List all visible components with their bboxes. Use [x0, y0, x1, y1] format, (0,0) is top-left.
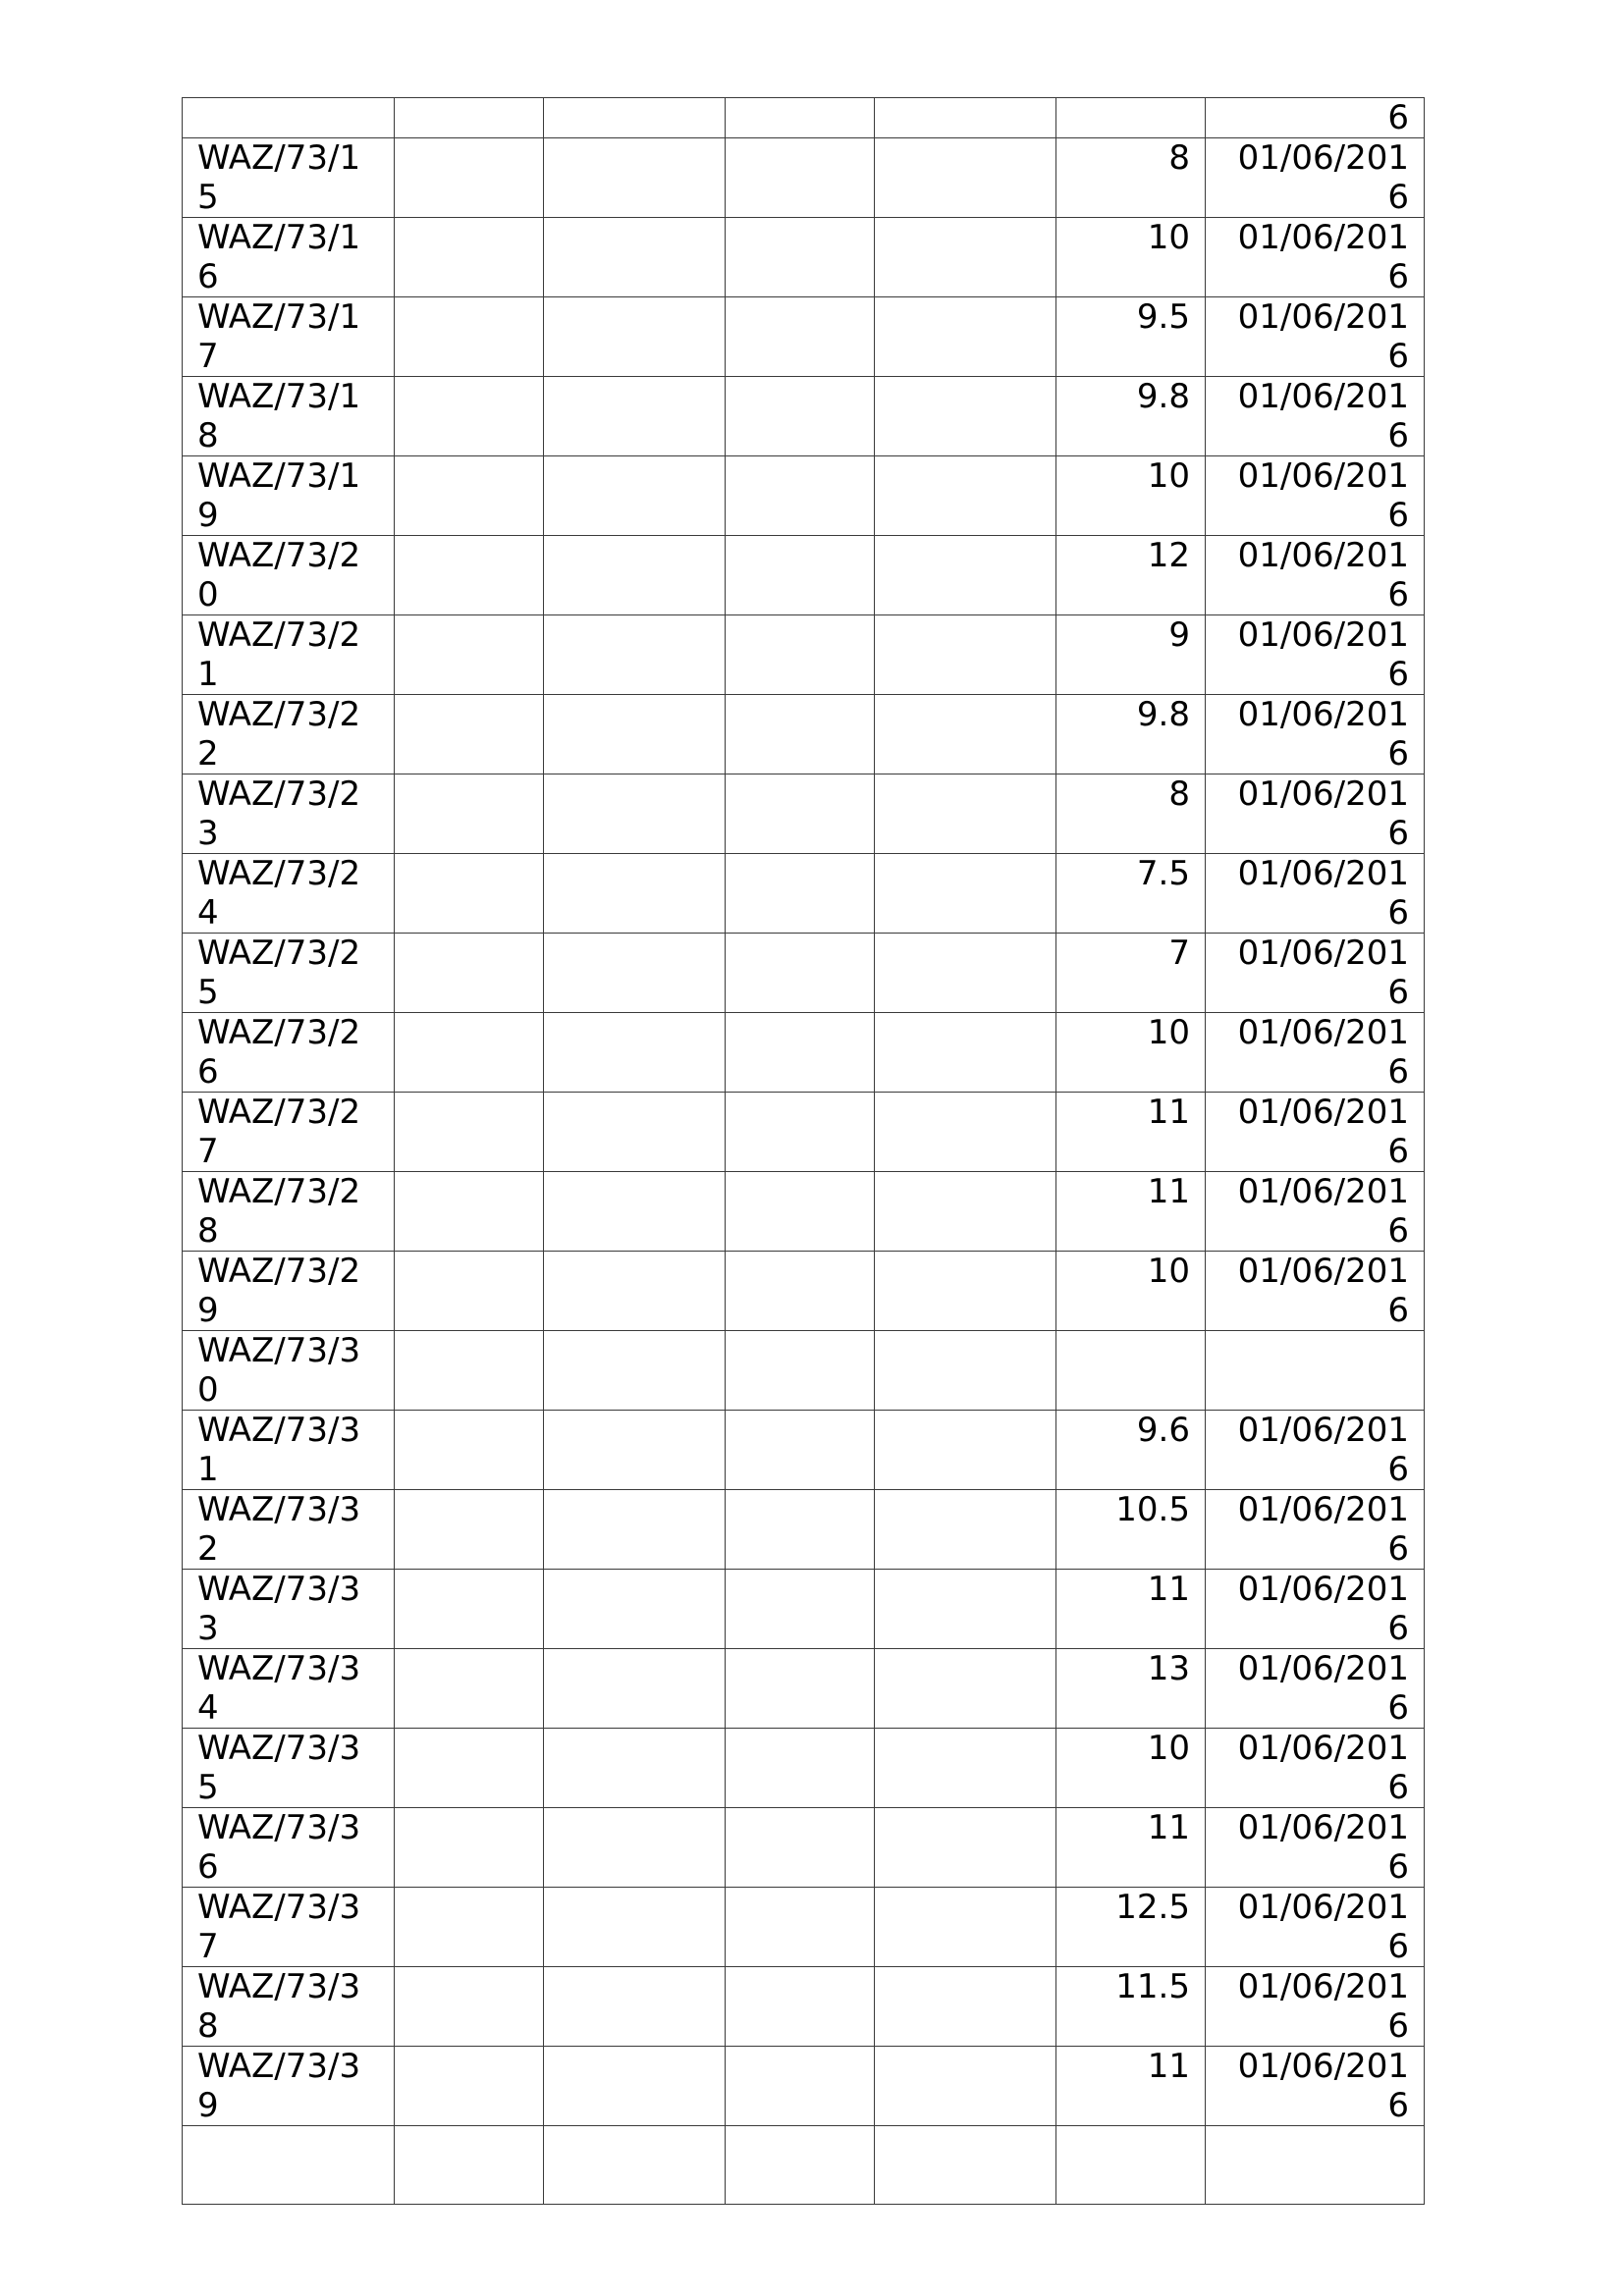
date-cell: 01/06/2016	[1206, 854, 1425, 934]
table-cell	[395, 615, 544, 695]
value-cell: 9.8	[1056, 377, 1206, 456]
table-cell	[395, 1411, 544, 1490]
value-cell: 11	[1056, 2047, 1206, 2126]
table-cell	[395, 2047, 544, 2126]
table-cell	[395, 1252, 544, 1331]
table-cell	[726, 1649, 875, 1729]
value-cell: 9.8	[1056, 695, 1206, 774]
table-cell	[395, 934, 544, 1013]
table-cell	[395, 1013, 544, 1093]
table-row	[183, 1967, 1425, 2047]
value-cell: 10	[1056, 218, 1206, 297]
date-cell: 01/06/2016	[1206, 934, 1425, 1013]
table-cell	[726, 1252, 875, 1331]
table-cell	[875, 695, 1056, 774]
table-cell	[726, 615, 875, 695]
table-cell	[875, 1967, 1056, 2047]
table-cell	[544, 1172, 726, 1252]
table-cell	[395, 1808, 544, 1888]
date-cell: 01/06/2016	[1206, 1888, 1425, 1967]
sample-id-cell: WAZ/73/19	[183, 456, 395, 536]
table-cell	[875, 1331, 1056, 1411]
table-row	[183, 1252, 1425, 1331]
date-cell: 01/06/2016	[1206, 1808, 1425, 1888]
value-cell: 8	[1056, 138, 1206, 218]
sample-id-cell: WAZ/73/34	[183, 1649, 395, 1729]
date-cell: 01/06/2016	[1206, 774, 1425, 854]
table-cell	[544, 2047, 726, 2126]
table-cell	[544, 138, 726, 218]
table-cell	[544, 1411, 726, 1490]
table-cell	[875, 1172, 1056, 1252]
sample-id-cell	[183, 2126, 395, 2205]
table-body	[183, 98, 1425, 2205]
sample-id-cell: WAZ/73/15	[183, 138, 395, 218]
table-cell	[395, 1967, 544, 2047]
date-cell: 01/06/2016	[1206, 218, 1425, 297]
value-cell: 10	[1056, 456, 1206, 536]
table-row-continued	[183, 98, 1425, 138]
table-cell	[726, 1172, 875, 1252]
table-cell	[544, 934, 726, 1013]
table-cell	[395, 98, 544, 138]
table-cell	[544, 1331, 726, 1411]
table-cell	[726, 1093, 875, 1172]
table-cell	[875, 456, 1056, 536]
date-cell: 01/06/2016	[1206, 297, 1425, 377]
table-row	[183, 1570, 1425, 1649]
table-row	[183, 1093, 1425, 1172]
value-cell: 10	[1056, 1013, 1206, 1093]
table-cell	[875, 2047, 1056, 2126]
table-cell	[395, 1490, 544, 1570]
value-cell: 9	[1056, 615, 1206, 695]
date-cell: 01/06/2016	[1206, 1570, 1425, 1649]
table-cell	[395, 1172, 544, 1252]
table-cell	[395, 536, 544, 615]
table-cell	[726, 1570, 875, 1649]
table-cell	[726, 1808, 875, 1888]
sample-id-cell: WAZ/73/32	[183, 1490, 395, 1570]
date-cell: 01/06/2016	[1206, 138, 1425, 218]
table-cell	[544, 456, 726, 536]
value-cell: 12	[1056, 536, 1206, 615]
table-cell	[726, 1013, 875, 1093]
table-cell	[544, 1490, 726, 1570]
date-cell: 01/06/2016	[1206, 615, 1425, 695]
table-cell	[395, 1093, 544, 1172]
table-cell	[726, 138, 875, 218]
sample-id-cell: WAZ/73/18	[183, 377, 395, 456]
table-row	[183, 2126, 1425, 2205]
date-cell: 01/06/2016	[1206, 695, 1425, 774]
table-cell	[395, 456, 544, 536]
table-cell	[875, 218, 1056, 297]
table-cell	[726, 218, 875, 297]
table-cell	[726, 1411, 875, 1490]
table-cell	[875, 934, 1056, 1013]
value-cell: 11	[1056, 1808, 1206, 1888]
table-cell	[726, 2126, 875, 2205]
date-cell: 01/06/2016	[1206, 1411, 1425, 1490]
value-cell: 9.6	[1056, 1411, 1206, 1490]
table-cell	[395, 1570, 544, 1649]
table-cell	[183, 98, 395, 138]
table-cell	[544, 1729, 726, 1808]
value-cell: 10.5	[1056, 1490, 1206, 1570]
table-cell	[544, 1967, 726, 2047]
date-cell: 01/06/2016	[1206, 1729, 1425, 1808]
table-cell	[875, 1570, 1056, 1649]
table-cell	[726, 1729, 875, 1808]
table-cell	[395, 1331, 544, 1411]
sample-id-cell: WAZ/73/28	[183, 1172, 395, 1252]
date-cell: 01/06/2016	[1206, 2047, 1425, 2126]
table-cell	[544, 218, 726, 297]
table-cell	[875, 1808, 1056, 1888]
table-row	[183, 1411, 1425, 1490]
table-cell	[875, 774, 1056, 854]
table-row	[183, 218, 1425, 297]
date-cell: 01/06/2016	[1206, 456, 1425, 536]
table-cell	[544, 1093, 726, 1172]
sample-id-cell: WAZ/73/35	[183, 1729, 395, 1808]
table-cell	[544, 1888, 726, 1967]
table-cell	[875, 138, 1056, 218]
table-cell	[726, 1888, 875, 1967]
data-table	[182, 97, 1425, 2205]
table-row	[183, 854, 1425, 934]
table-cell	[395, 774, 544, 854]
date-cell: 01/06/2016	[1206, 1967, 1425, 2047]
sample-id-cell: WAZ/73/17	[183, 297, 395, 377]
date-cell: 01/06/2016	[1206, 1013, 1425, 1093]
table-cell	[875, 1093, 1056, 1172]
value-cell: 13	[1056, 1649, 1206, 1729]
table-cell	[395, 1888, 544, 1967]
value-cell: 11	[1056, 1570, 1206, 1649]
table-row	[183, 695, 1425, 774]
table-cell	[544, 1013, 726, 1093]
table-row	[183, 1649, 1425, 1729]
value-cell: 7.5	[1056, 854, 1206, 934]
table-cell	[726, 297, 875, 377]
sample-id-cell: WAZ/73/38	[183, 1967, 395, 2047]
table-cell	[544, 854, 726, 934]
table-cell	[544, 1252, 726, 1331]
table-row	[183, 774, 1425, 854]
table-cell	[726, 1967, 875, 2047]
table-row	[183, 456, 1425, 536]
table-row	[183, 297, 1425, 377]
table-cell	[395, 297, 544, 377]
table-cell	[395, 218, 544, 297]
value-cell: 10	[1056, 1729, 1206, 1808]
table-cell	[875, 377, 1056, 456]
table-row	[183, 1729, 1425, 1808]
table-cell	[875, 297, 1056, 377]
value-cell: 12.5	[1056, 1888, 1206, 1967]
sample-id-cell: WAZ/73/23	[183, 774, 395, 854]
date-cell-fragment: 6	[1206, 98, 1425, 138]
table-cell	[544, 774, 726, 854]
table-cell	[726, 774, 875, 854]
table-row	[183, 1808, 1425, 1888]
table-cell	[875, 1729, 1056, 1808]
value-cell	[1056, 2126, 1206, 2205]
table-cell	[544, 615, 726, 695]
table-cell	[875, 1888, 1056, 1967]
sample-id-cell: WAZ/73/22	[183, 695, 395, 774]
date-cell: 01/06/2016	[1206, 1490, 1425, 1570]
sample-id-cell: WAZ/73/16	[183, 218, 395, 297]
date-cell	[1206, 2126, 1425, 2205]
sample-id-cell: WAZ/73/24	[183, 854, 395, 934]
table-row	[183, 377, 1425, 456]
date-cell: 01/06/2016	[1206, 1252, 1425, 1331]
table-row	[183, 1172, 1425, 1252]
table-cell	[726, 456, 875, 536]
table-cell	[875, 1411, 1056, 1490]
value-cell: 8	[1056, 774, 1206, 854]
table-row	[183, 1490, 1425, 1570]
sample-id-cell: WAZ/73/27	[183, 1093, 395, 1172]
table-cell	[544, 536, 726, 615]
sample-id-cell: WAZ/73/21	[183, 615, 395, 695]
table-cell	[544, 2126, 726, 2205]
table-cell	[726, 1490, 875, 1570]
table-cell	[395, 854, 544, 934]
table-cell	[395, 377, 544, 456]
sample-id-cell: WAZ/73/33	[183, 1570, 395, 1649]
table-cell	[395, 2126, 544, 2205]
table-cell	[395, 1649, 544, 1729]
sample-id-cell: WAZ/73/29	[183, 1252, 395, 1331]
table-cell	[875, 854, 1056, 934]
sample-id-cell: WAZ/73/25	[183, 934, 395, 1013]
table-row	[183, 138, 1425, 218]
table-cell	[875, 1490, 1056, 1570]
value-cell: 11	[1056, 1093, 1206, 1172]
sample-id-cell: WAZ/73/39	[183, 2047, 395, 2126]
date-cell: 01/06/2016	[1206, 536, 1425, 615]
table-row	[183, 536, 1425, 615]
table-cell	[875, 536, 1056, 615]
table-cell	[875, 98, 1056, 138]
table-cell	[726, 2047, 875, 2126]
table-cell	[395, 695, 544, 774]
table-row	[183, 934, 1425, 1013]
sample-id-cell: WAZ/73/36	[183, 1808, 395, 1888]
table-cell	[726, 695, 875, 774]
date-cell: 01/06/2016	[1206, 1172, 1425, 1252]
table-cell	[544, 695, 726, 774]
table-cell	[395, 138, 544, 218]
table-cell	[875, 1252, 1056, 1331]
sample-id-cell: WAZ/73/31	[183, 1411, 395, 1490]
table-cell	[726, 1331, 875, 1411]
table-row	[183, 2047, 1425, 2126]
value-cell: 7	[1056, 934, 1206, 1013]
date-cell: 01/06/2016	[1206, 1649, 1425, 1729]
date-cell: 01/06/2016	[1206, 1093, 1425, 1172]
table-row	[183, 1888, 1425, 1967]
value-cell: 10	[1056, 1252, 1206, 1331]
table-cell	[544, 1570, 726, 1649]
sample-id-cell: WAZ/73/20	[183, 536, 395, 615]
table-cell	[875, 1649, 1056, 1729]
sample-id-cell: WAZ/73/26	[183, 1013, 395, 1093]
table-cell	[544, 377, 726, 456]
value-cell	[1056, 1331, 1206, 1411]
table-cell	[726, 377, 875, 456]
sample-id-cell: WAZ/73/37	[183, 1888, 395, 1967]
table-cell	[544, 1649, 726, 1729]
table-cell	[1056, 98, 1206, 138]
value-cell: 11.5	[1056, 1967, 1206, 2047]
table-row	[183, 1013, 1425, 1093]
table-row	[183, 615, 1425, 695]
table-cell	[875, 1013, 1056, 1093]
value-cell: 11	[1056, 1172, 1206, 1252]
sample-id-cell: WAZ/73/30	[183, 1331, 395, 1411]
date-cell: 01/06/2016	[1206, 377, 1425, 456]
date-cell	[1206, 1331, 1425, 1411]
table-cell	[726, 934, 875, 1013]
table-cell	[544, 1808, 726, 1888]
table-cell	[395, 1729, 544, 1808]
table-cell	[875, 2126, 1056, 2205]
table-cell	[544, 98, 726, 138]
table-cell	[544, 297, 726, 377]
table-cell	[726, 536, 875, 615]
table-row	[183, 1331, 1425, 1411]
table-cell	[726, 854, 875, 934]
table-cell	[726, 98, 875, 138]
value-cell: 9.5	[1056, 297, 1206, 377]
table-cell	[875, 615, 1056, 695]
